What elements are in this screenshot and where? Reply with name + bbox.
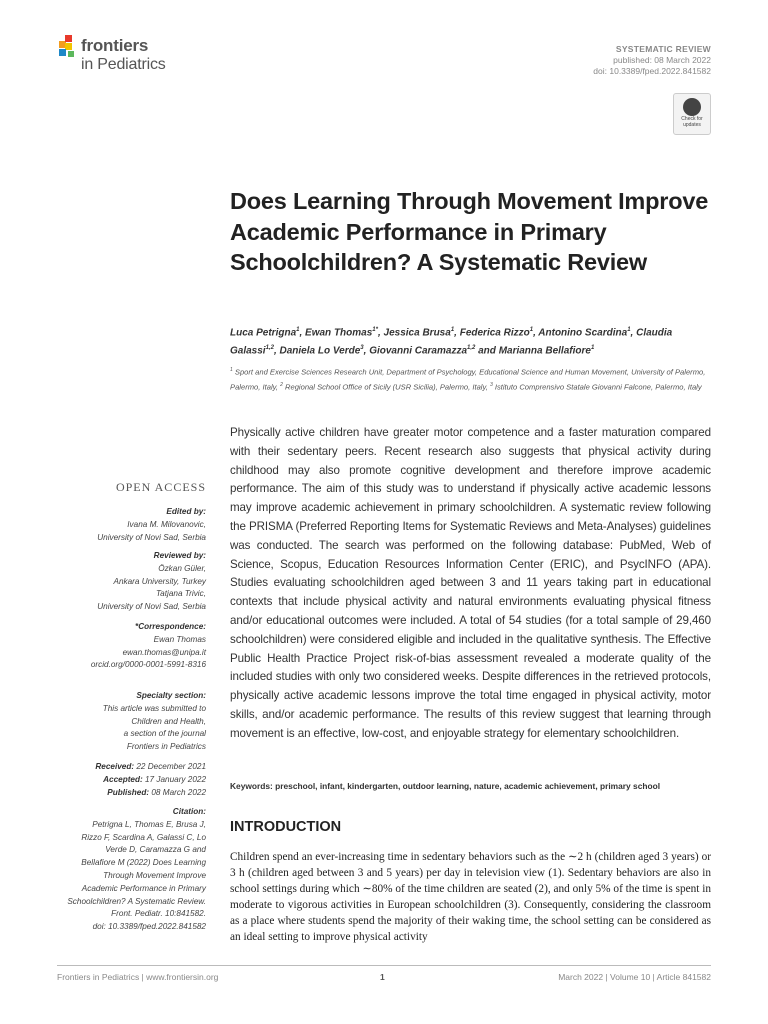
affiliation-marker: 3 bbox=[489, 382, 493, 389]
journal-logo[interactable] bbox=[57, 34, 207, 82]
keywords: Keywords: preschool, infant, kindergarten, outdoor learning, nature, academic achievement, primary school bbox=[230, 781, 661, 791]
correspondence-block bbox=[91, 621, 206, 672]
author-name[interactable]: Marianna Bellafiore bbox=[498, 345, 591, 357]
frontiers-logo-icon bbox=[57, 34, 81, 60]
specialty-line: Frontiers in Pediatrics bbox=[126, 742, 206, 752]
citation-line[interactable]: doi: 10.3389/fped.2022.841582 bbox=[92, 922, 206, 932]
reviewer-line: Özkan Güler, bbox=[158, 563, 206, 573]
citation-line: Front. Pediatr. 10:841582. bbox=[111, 909, 206, 919]
author-affiliation-marker: 1 bbox=[296, 327, 300, 333]
author-affiliation-marker: 1,2 bbox=[467, 344, 476, 351]
article-title: Does Learning Through Movement Improve Academic Performance in Primary Schoolchildren? A Systematic Review bbox=[230, 188, 709, 275]
open-access-label: OPEN ACCESS bbox=[115, 480, 206, 494]
author-affiliation-marker: 1,2 bbox=[265, 344, 274, 351]
article-doi[interactable]: doi: 10.3389/fped.2022.841582 bbox=[593, 66, 711, 76]
specialty-section-block bbox=[103, 690, 206, 754]
reviewed-by-label: Reviewed by: bbox=[153, 551, 206, 560]
logo-journal: in Pediatrics bbox=[81, 56, 166, 73]
section-heading-introduction: INTRODUCTION bbox=[230, 819, 342, 835]
article-meta-header bbox=[593, 44, 711, 77]
author-name[interactable]: Jessica Brusa bbox=[383, 327, 451, 339]
author-name[interactable]: Luca Petrigna bbox=[230, 327, 297, 339]
specialty-line: This article was submitted to bbox=[102, 703, 206, 713]
affiliation-marker: 1 bbox=[230, 367, 233, 373]
affiliation-text: Istituto Comprensivo Statale Giovanni Falcone, Palermo, Italy bbox=[492, 382, 702, 392]
correspondence-name: Ewan Thomas bbox=[153, 634, 206, 644]
edited-by-label: Edited by: bbox=[166, 507, 206, 516]
author-affiliation-marker: 3 bbox=[360, 344, 364, 351]
footer-journal-link[interactable]: Frontiers in Pediatrics | www.frontiersin.org bbox=[57, 972, 219, 982]
footer-issue-info: March 2022 | Volume 10 | Article 841582 bbox=[558, 972, 711, 982]
accepted-label: Accepted: bbox=[103, 774, 143, 784]
citation-line: Bellafiore M (2022) Does Learning bbox=[81, 858, 206, 868]
author-affiliation-marker: 1 bbox=[529, 327, 534, 333]
author-name[interactable]: Federica Rizzo bbox=[459, 327, 530, 339]
citation-block bbox=[67, 806, 206, 934]
footer-divider bbox=[57, 965, 711, 966]
published-date-side: 08 March 2022 bbox=[151, 787, 206, 797]
author-name[interactable]: Claudia Galassi bbox=[230, 327, 673, 357]
abstract: Physically active children have greater motor competence and a faster maturation compared with their sedentary peers. Recent research also suggests that physical activity during childhood may also promote cognitive development and therefore improve academic performance. The aim of this study was to understand if physically active academic lessons may improve academic achievement in primary schoolchildren. A systematic review following the PRISMA (Preferred Reporting Items for Systematic Reviews and Meta-Analyses) guidelines was conducted. The search was performed on the following database: PubMed, Web of Science, Scopus, Education Resources Information Center (ERIC), and PsycINFO (APA). Studies evaluating schoolchildren aged between 3 and 11 years taking part in educational contexts that include physical activity and natural environments evaluating physical fitness and/or educational outcomes were included. A total of 54 studies (for a total sample of 29,460 schoolchildren) were considered eligible and included in the qualitative synthesis. The Effective Public Health Practice Project risk-of-bias assessment revealed a moderate quality of the included studies with only two considered weeks. Despite differences in the retrieved protocols, physically active academic lessons improve the total time engaged in physical activity, motor skills, and/or academic performance. The results of this review suggest that learning through movement is an effective, low-cost, and enjoyable strategy for elementary schoolchildren. bbox=[230, 426, 711, 740]
author-name[interactable]: Antonino Scardina bbox=[538, 327, 628, 339]
page-number: 1 bbox=[380, 972, 385, 982]
author-affiliation-marker: 1* bbox=[372, 327, 378, 333]
author-affiliation-marker: 1 bbox=[450, 327, 455, 333]
check-updates-label: Check for updates bbox=[681, 116, 703, 128]
reviewer-line: Tatjana Trivic, bbox=[155, 589, 206, 599]
article-type: SYSTEMATIC REVIEW bbox=[615, 44, 711, 54]
author-list: Luca Petrigna$^1$, Ewan Thomas$^{1*}$, Jessica Brusa$^1$, Federica Rizzo$^1$, Antonino Scardina$^1$, Claudia Galassi$^{1,2}$, Daniela Lo Verde$^3$, Giovanni Caramazza$^{1,2}$ and Marianna Bellafiore$^1$ bbox=[230, 327, 673, 357]
check-for-updates-badge[interactable] bbox=[673, 93, 711, 135]
affiliation-text: Sport and Exercise Sciences Research Unit, Department of Psychology, Educational Science and Human Movement, University of Palermo, Palermo, Italy, bbox=[230, 367, 706, 392]
received-date: 22 December 2021 bbox=[136, 762, 206, 771]
dates-block bbox=[95, 761, 206, 799]
check-updates-icon bbox=[683, 98, 701, 116]
logo-title: frontiers bbox=[81, 36, 149, 55]
reviewed-by-block bbox=[97, 550, 206, 614]
received-label: Received: bbox=[95, 762, 135, 771]
published-label: Published: bbox=[107, 787, 150, 797]
reviewer-line: Ankara University, Turkey bbox=[113, 576, 206, 586]
edited-by-block bbox=[97, 506, 206, 544]
specialty-line: a section of the journal bbox=[123, 729, 206, 739]
editor-affiliation: University of Novi Sad, Serbia bbox=[97, 532, 206, 542]
author-affiliation-marker: 1 bbox=[627, 327, 631, 333]
affiliation-text: Regional School Office of Sicily (USR Sicilia), Palermo, Italy, bbox=[282, 382, 490, 392]
specialty-label: Specialty section: bbox=[136, 691, 206, 700]
specialty-line: Children and Health, bbox=[131, 716, 206, 726]
correspondence-email[interactable]: ewan.thomas@unipa.it bbox=[122, 647, 206, 657]
correspondence-orcid[interactable]: orcid.org/0000-0001-5991-8316 bbox=[90, 660, 206, 670]
citation-line: Petrigna L, Thomas E, Brusa J, bbox=[92, 819, 206, 829]
citation-line: Rizzo F, Scardina A, Galassi C, Lo bbox=[81, 832, 206, 842]
citation-line: Through Movement Improve bbox=[103, 870, 206, 880]
citation-line: Academic Performance in Primary bbox=[81, 883, 206, 893]
editor-name: Ivana M. Milovanovic, bbox=[127, 519, 206, 529]
author-name[interactable]: Giovanni Caramazza bbox=[369, 345, 467, 357]
reviewer-line: University of Novi Sad, Serbia bbox=[97, 602, 206, 612]
author-name[interactable]: Ewan Thomas bbox=[305, 327, 373, 339]
introduction-text: Children spend an ever-increasing time in sedentary behaviors such as the ∼2 h (children aged 3 years) or 3 h (children aged between 3 and 5 years) per day in television view (1). Sedentary behaviors are also in school settings during which ∼80% of the time children are seated (2), and only 5% of the time is spent in moderate to vigorous activities in European schoolchildren (3). Consequently, considering the classroom as a place where students spend the majority of their waking time, the school setting can be considered as an ideal setting to improve physical activity bbox=[230, 851, 712, 943]
correspondence-label: *Correspondence: bbox=[135, 622, 206, 631]
accepted-date: 17 January 2022 bbox=[145, 774, 206, 784]
affiliations bbox=[230, 364, 710, 394]
citation-label: Citation: bbox=[172, 807, 206, 816]
author-affiliation-marker: 1 bbox=[590, 344, 595, 351]
citation-line: Schoolchildren? A Systematic Review. bbox=[67, 896, 206, 906]
author-name[interactable]: Daniela Lo Verde bbox=[279, 345, 361, 357]
published-date: published: 08 March 2022 bbox=[613, 55, 711, 65]
citation-line: Verde D, Caramazza G and bbox=[105, 845, 206, 855]
affiliation-marker: 2 bbox=[280, 382, 283, 389]
